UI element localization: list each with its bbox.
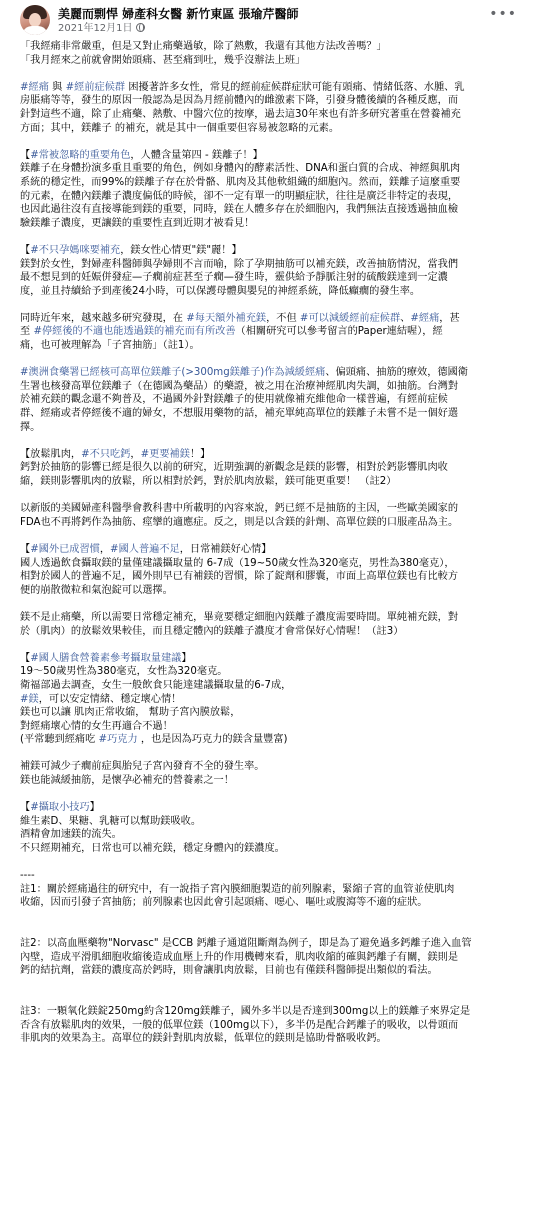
post-text-line: FDA也不再將鈣作為抽筋、痙攣的適應症。反之，則是以含鎂的針劑、高單位鎂的口服產品為主。 xyxy=(20,516,459,528)
blank-line xyxy=(20,910,531,924)
post-text-line: 「我月經來之前就會開始頭痛、甚至痛到吐，幾乎沒辦法上班」 xyxy=(20,54,306,66)
post-meta xyxy=(58,23,145,35)
post-text-line: 擇。 xyxy=(20,421,41,433)
post-text-line: 鎂也能減緩抽筋，是懷孕必補充的營養素之一！ xyxy=(20,775,234,787)
post-text-line: 內壁，造成平滑肌細胞收縮後造成血壓上升的作用機轉來看，肌肉收縮的確與鈣離子有關，鎂則是 xyxy=(20,951,459,963)
blank-line xyxy=(20,67,531,81)
post-text-line: 維生素D、果糖、乳糖可以幫助鎂吸收。 xyxy=(20,815,202,827)
hashtag-link[interactable]: #鎂 xyxy=(20,693,39,705)
blank-line xyxy=(20,597,531,611)
post-text-line: 房脹痛等等，發生的原因一般認為是因為月經前體內的雌激素下降，引發身體後續的各種反應，而 xyxy=(20,95,459,107)
post-text-line: 系統的穩定性，而99%的鎂離子存在於骨骼、肌肉及其他軟組織的細胞內。然而，鎂離子這麼重要 xyxy=(20,176,461,188)
blank-line xyxy=(20,489,531,503)
post-text-line: 方面；其中，鎂離子 的補充，就是其中一個重要但容易被忽略的元素。 xyxy=(20,122,340,134)
post-text-line: (平常聽到經痛吃 #巧克力 ，也是因為巧克力的鎂含量豐富) xyxy=(20,734,288,746)
hashtag-link[interactable]: #停經後的不適也能透過鎂的補充而有所改善 xyxy=(33,326,236,338)
hashtag-link[interactable]: #國外已成習慣 xyxy=(30,543,100,555)
blank-line xyxy=(20,638,531,652)
blank-line xyxy=(20,924,531,938)
hashtag-link[interactable]: #國人普遍不足 xyxy=(110,543,180,555)
post-text-line: 非肌肉的效果為主。高單位的鎂針對肌肉放鬆，低單位的鎂則是協助骨骼吸收鈣。 xyxy=(20,1033,387,1045)
post-text-line: 不只經期補充，日常也可以補充鎂，穩定身體內的鎂濃度。 xyxy=(20,843,285,855)
post-text-line: 以新版的美國婦產科醫學會教科書中所載明的內容來說，鈣已經不是抽筋的主因，一些歐美國家的 xyxy=(20,503,459,515)
hashtag-link[interactable]: #國人膳食營養素參考攝取量建議 xyxy=(30,652,182,664)
post-text-line: 最不想見到的妊娠併發症—子癇前症甚至子癇—發生時，靈供給予靜脈注射的硫酸鎂達到一定濃 xyxy=(20,272,448,284)
post-text-line: 鎂離子在身體扮演多重且重要的角色，例如身體內的酵素活性、DNA和蛋白質的合成、神經與肌肉 xyxy=(20,163,461,175)
post-text-line: 註2：以高血壓藥物"Norvasc" 是CCB 鈣離子通道阻斷劑為例子，即是為了避免過多鈣離子進入血管 xyxy=(20,938,472,950)
post-header xyxy=(10,0,531,40)
post-text-line: 否含有放鬆肌肉的效果，一般的低單位鎂（100mg以下），多半仍是配合鈣離子的吸收，以骨頭而 xyxy=(20,1019,459,1031)
post-text-line: 至 #停經後的不適也能透過鎂的補充而有所改善（相關研究可以參考留言的Paper連結喔），經 xyxy=(20,326,443,338)
post-text-line: 收縮，因而引發子宮抽筋；前列腺素也因此會引起頭痛、噁心、嘔吐或腹瀉等不適的症狀。 xyxy=(20,897,428,909)
post-text-line: 【#攝取小技巧】 xyxy=(20,802,100,814)
post-text-line: 痛，也可被理解為「子宮抽筋」（註1）。 xyxy=(20,340,200,352)
hashtag-link[interactable]: #經痛 xyxy=(410,312,440,324)
post-body xyxy=(10,40,531,1046)
post-text-line: 便的崩散微粒和氣泡錠可以選擇。 xyxy=(20,584,173,596)
post-text-line: 註3：一顆氧化鎂錠250mg約含120mg鎂離子，國外多半以是否達到300mg以上的鎂離子來界定是 xyxy=(20,1006,471,1018)
hashtag-link[interactable]: #巧克力 xyxy=(98,734,138,746)
post-text-line: #澳洲食藥署已經核可高單位鎂離子(>300mg鎂離子)作為減緩經痛、偏頭痛、抽筋的療效，德國衛 xyxy=(20,367,468,379)
post-text-line: 相對於國人的普遍不足，國外則早已有補鎂的習慣，除了錠劑和膠囊，市面上高單位鎂也有比較方 xyxy=(20,571,459,583)
page-name-link[interactable]: 美麗而剽悍 婦產科女醫 新竹東區 張瑜芹醫師 xyxy=(58,7,299,21)
post-text-line: 「我經痛非常嚴重，但是又對止痛藥過敏，除了熱敷，我還有其他方法改善嗎？」 xyxy=(20,41,387,52)
post-text-line: 補鎂可減少子癇前症與胎兒子宮內發育不全的發生率。 xyxy=(20,761,265,773)
blank-line xyxy=(20,135,531,149)
blank-line xyxy=(20,529,531,543)
post-text-line: #鎂，可以安定情緒、穩定壞心情！ xyxy=(20,693,182,705)
post-text-line: 【#不只孕媽咪要補充，鎂女性心情更"鎂"麗！】 xyxy=(20,244,242,256)
post-text-line: 酒精會加速鎂的流失。 xyxy=(20,829,122,841)
blank-line xyxy=(20,788,531,802)
post-text-line: 鎂也可以讓 肌肉正常收縮， 幫助子宮內膜放鬆， xyxy=(20,707,241,719)
post-text-line: 註1：關於經痛過往的研究中，有一說指子宮內膜細胞製造的前列腺素，緊縮子宮的血管並使肌肉 xyxy=(20,883,455,895)
post-text-line: #經痛 與 #經前症候群 困擾著許多女性，常見的經前症候群症狀可能有頭痛、情緒低落、水腫、乳 xyxy=(20,81,465,93)
post-text-line: 度，並且持續給予到產後24小時，可以保護母體與嬰兒的神經系統，降低癲癇的發生率。 xyxy=(20,285,421,297)
hashtag-link[interactable]: #可以減緩經前症候群 xyxy=(299,312,401,324)
blank-line xyxy=(20,978,531,992)
hashtag-link[interactable]: #澳洲食藥署已經核可高單位鎂離子(>300mg鎂離子)作為減緩經痛 xyxy=(20,367,326,379)
post-text-line: 【#國人膳食營養素參考攝取量建議】 xyxy=(20,652,192,664)
hashtag-link[interactable]: #常被忽略的重要角色 xyxy=(30,149,131,161)
blank-line xyxy=(20,747,531,761)
post-text-line: 同時近年來，越來越多研究發現，在 #每天額外補充鎂，不但 #可以減緩經前症候群、#經痛，甚 xyxy=(20,312,460,324)
blank-line xyxy=(20,992,531,1006)
blank-line xyxy=(20,353,531,367)
hashtag-link[interactable]: #經痛 xyxy=(20,81,49,93)
hashtag-link[interactable]: #攝取小技巧 xyxy=(30,802,90,814)
post-text-line: 19～50歲男性為380毫克，女性為320毫克。 xyxy=(20,666,228,678)
blank-line xyxy=(20,856,531,870)
more-horizontal-icon[interactable]: ••• xyxy=(489,6,517,22)
post-text-line: 衛福部過去調查，女生一般飲食只能達建議攝取量的6-7成， xyxy=(20,679,292,691)
avatar[interactable] xyxy=(20,5,50,35)
blank-line xyxy=(20,230,531,244)
post-text-line: 鈣對於抽筋的影響已經是很久以前的研究，近期強調的新觀念是鎂的影響，相對於鈣影響肌肉收 xyxy=(20,462,448,474)
globe-icon xyxy=(136,23,145,32)
post-text-line: 【#國外已成習慣，#國人普遍不足，日常補鎂好心情】 xyxy=(20,543,272,555)
post-text-line: 鎂不是止痛藥，所以需要日常穩定補充，畢竟要穩定細胞內鎂離子濃度需要時間。單純補充鎂，對 xyxy=(20,611,459,623)
blank-line xyxy=(20,298,531,312)
hashtag-link[interactable]: #每天額外補充鎂 xyxy=(186,312,267,324)
post-text-line: ---- xyxy=(20,870,35,882)
post-text-line: 鈣的結抗劑，當鎂的濃度高於鈣時，則會讓肌肉放鬆，目前也有僅鎂科醫師提出類似的看法。 xyxy=(20,965,438,977)
hashtag-link[interactable]: #不只孕媽咪要補充 xyxy=(30,244,121,256)
post-text-line: 【放鬆肌肉，#不只吃鈣，#更要補鎂！】 xyxy=(20,448,211,460)
post-text-line: 的元素，在體內鎂離子濃度偏低的時候，卻不一定有單一的明顯症狀，往往是廣泛非特定的表現， xyxy=(20,190,459,202)
post-text-line: 針對這些不適，除了止痛藥、熱敷、中醫穴位的按摩，過去這30年來也有許多研究著重在營養補充 xyxy=(20,108,461,120)
post-text-line: 於（肌肉）的放鬆效果較佳，而且穩定體內的鎂離子濃度才會常保好心情喔！（註3） xyxy=(20,625,404,637)
hashtag-link[interactable]: #經前症候群 xyxy=(65,81,126,93)
post-text-line: 生署也核發高單位鎂離子（在德國為藥品）的藥證，被之用在治療神經肌肉失調，如抽筋。台灣對 xyxy=(20,380,459,392)
hashtag-link[interactable]: #更要補鎂 xyxy=(140,448,190,460)
post-text-line: 驗鎂離子濃度，更讓鎂的重要性直到近期才被看見！ xyxy=(20,217,255,229)
post-text-line: 國人透過飲食攝取鎂的量僅建議攝取量的 6-7成（19~50歲女性為320毫克，男性為380毫克）， xyxy=(20,557,455,569)
post-text-line: 於補充鎂的觀念還不夠普及，不過國外針對鎂離子的使用就像補充維他命一樣普遍，有經前症候 xyxy=(20,394,448,406)
post-text-line: 鎂對於女性，對婦產科醫師與孕婦則不言而喻，除了孕期抽筋可以補充鎂，改善抽筋情況，當我們 xyxy=(20,258,459,270)
blank-line xyxy=(20,434,531,448)
post-text-line: 群、經痛或者停經後不適的婦女，不想服用藥物的話，補充單純高單位的鎂離子未嘗不是一個好選 xyxy=(20,408,459,420)
hashtag-link[interactable]: #不只吃鈣 xyxy=(81,448,131,460)
post-date-link[interactable]: 2021年12月1日 xyxy=(58,23,133,34)
post-text-line: 也因此過往沒有直接導能到鎂的重要，同時，鎂在人體多存在於細胞內，我們無法直接透過抽血檢 xyxy=(20,204,459,216)
post-text-line: 對經痛壞心情的女生再適合不過！ xyxy=(20,720,173,732)
post-text-line: 縮，鎂則影響肌肉的放鬆，所以相對於鈣，對於肌肉放鬆，鎂可能更重要！ （註2） xyxy=(20,476,397,487)
post-text-line: 【#常被忽略的重要角色，人體含量第四 - 鎂離子！】 xyxy=(20,149,263,161)
